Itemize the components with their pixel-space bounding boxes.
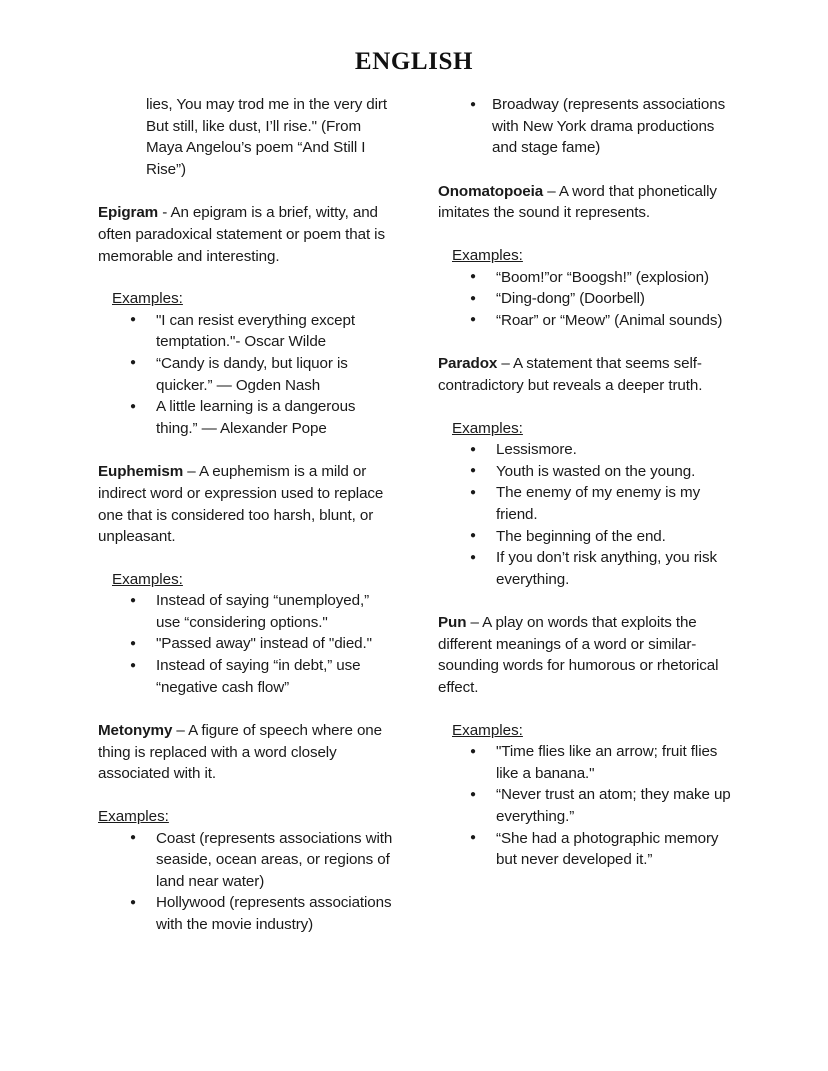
list-item: ● “Candy is dandy, but liquor is quicker.” — Ogden Nash bbox=[128, 353, 396, 396]
left-continuation-block bbox=[98, 94, 396, 180]
continuation-list bbox=[438, 94, 738, 159]
examples-label: Examples: bbox=[452, 419, 523, 437]
section-pun bbox=[438, 612, 738, 871]
term-label: Pun bbox=[438, 614, 467, 632]
term-separator: – bbox=[183, 463, 199, 481]
term-separator: – bbox=[543, 182, 559, 200]
definition-paragraph bbox=[98, 720, 396, 785]
definition-text: A statement that seems self-contradictory but reveals a deeper truth. bbox=[438, 355, 703, 394]
list-item: ● Youth is wasted on the young. bbox=[468, 461, 738, 483]
list-item: ● The enemy of my enemy is my friend. bbox=[468, 482, 738, 525]
spacer bbox=[438, 331, 738, 353]
list-item: ● “Roar” or “Meow” (Animal sounds) bbox=[468, 310, 738, 332]
examples-list bbox=[98, 310, 396, 440]
list-item: ● "I can resist everything except temptation."- Oscar Wilde bbox=[128, 310, 396, 353]
definition-text: A play on words that exploits the different meanings of a word or similar-sounding words for humorous or rhetorical effect. bbox=[438, 614, 719, 697]
section-onomatopoeia bbox=[438, 181, 738, 332]
list-item: ● Lessismore. bbox=[468, 439, 738, 461]
list-item: ● Hollywood (represents associations with the movie industry) bbox=[128, 892, 396, 935]
spacer bbox=[438, 699, 738, 720]
list-item: ● "Passed away" instead of "died." bbox=[128, 633, 396, 655]
list-item: ● Broadway (represents associations with New York drama productions and stage fame) bbox=[468, 94, 738, 159]
term-label: Epigram bbox=[98, 204, 159, 222]
spacer bbox=[438, 397, 738, 418]
spacer bbox=[438, 224, 738, 245]
list-item: ● “Boom!”or “Boogsh!” (explosion) bbox=[468, 267, 738, 289]
section-epigram bbox=[98, 202, 396, 439]
spacer bbox=[438, 159, 738, 181]
spacer bbox=[98, 267, 396, 288]
definition-text: A word that phonetically imitates the sound it represents. bbox=[438, 182, 717, 222]
spacer bbox=[98, 698, 396, 720]
examples-label: Examples: bbox=[98, 808, 169, 826]
term-separator: – bbox=[497, 355, 513, 373]
list-item: ● Coast (represents associations with seaside, ocean areas, or regions of land near water) bbox=[128, 828, 396, 893]
term-label: Onomatopoeia bbox=[438, 182, 544, 200]
term-label: Metonymy bbox=[98, 722, 173, 740]
section-paradox bbox=[438, 353, 738, 590]
examples-list bbox=[438, 439, 738, 590]
definition-paragraph bbox=[98, 461, 396, 547]
spacer bbox=[98, 548, 396, 569]
term-separator: – bbox=[466, 614, 483, 632]
list-item: ● Instead of saying “in debt,” use “negative cash flow” bbox=[128, 655, 396, 698]
left-column bbox=[96, 94, 396, 936]
examples-list bbox=[438, 267, 738, 332]
examples-heading-row bbox=[98, 569, 396, 591]
page-title: ENGLISH bbox=[354, 48, 474, 75]
right-column bbox=[438, 94, 738, 871]
definition-paragraph bbox=[438, 612, 738, 698]
examples-label: Examples: bbox=[112, 570, 183, 588]
examples-heading-row bbox=[438, 720, 738, 742]
list-item: ● If you don’t risk anything, you risk everything. bbox=[468, 547, 738, 590]
section-metonymy bbox=[98, 720, 396, 935]
right-continuation-block bbox=[438, 94, 738, 159]
definition-paragraph bbox=[98, 202, 396, 267]
list-item: ● Instead of saying “unemployed,” use “considering options." bbox=[128, 590, 396, 633]
term-label: Euphemism bbox=[98, 463, 184, 481]
list-item: ● “Never trust an atom; they make up everything.” bbox=[468, 784, 738, 827]
list-item: ● “Ding-dong” (Doorbell) bbox=[468, 288, 738, 310]
definition-text: An epigram is a brief, witty, and often paradoxical statement or poem that is memorable and interesting. bbox=[98, 204, 385, 265]
definition-text: A figure of speech where one thing is replaced with a word closely associated with it. bbox=[98, 722, 382, 783]
spacer bbox=[98, 785, 396, 806]
spacer bbox=[438, 590, 738, 612]
examples-list bbox=[98, 828, 396, 936]
continuation-paragraph: lies, You may trod me in the very dirt But still, like dust, I’ll rise." (From Maya Angelou’s poem “And Still I Rise”) bbox=[146, 96, 388, 178]
examples-heading-row bbox=[98, 806, 396, 828]
definition-text: A euphemism is a mild or indirect word or expression used to replace one that is considered too harsh, blunt, or unpleasant. bbox=[98, 463, 384, 546]
examples-heading-row bbox=[438, 418, 738, 440]
examples-label: Examples: bbox=[112, 290, 183, 308]
term-label: Paradox bbox=[438, 355, 498, 373]
list-item: ● "Time flies like an arrow; fruit flies like a banana." bbox=[468, 741, 738, 784]
spacer bbox=[98, 439, 396, 461]
term-separator: - bbox=[158, 204, 171, 222]
list-item: ● “She had a photographic memory but never developed it.” bbox=[468, 828, 738, 871]
examples-label: Examples: bbox=[452, 246, 523, 264]
spacer bbox=[98, 180, 396, 202]
examples-heading-row bbox=[438, 245, 738, 267]
examples-list bbox=[438, 741, 738, 871]
definition-paragraph bbox=[438, 181, 738, 224]
term-separator: – bbox=[172, 722, 189, 740]
examples-label: Examples: bbox=[452, 721, 523, 739]
definition-paragraph bbox=[438, 353, 738, 396]
list-item: ● The beginning of the end. bbox=[468, 526, 738, 548]
examples-heading-row bbox=[98, 288, 396, 310]
section-euphemism bbox=[98, 461, 396, 698]
two-column-body bbox=[0, 76, 828, 936]
examples-list bbox=[98, 590, 396, 698]
list-item: ● A little learning is a dangerous thing.” — Alexander Pope bbox=[128, 396, 396, 439]
